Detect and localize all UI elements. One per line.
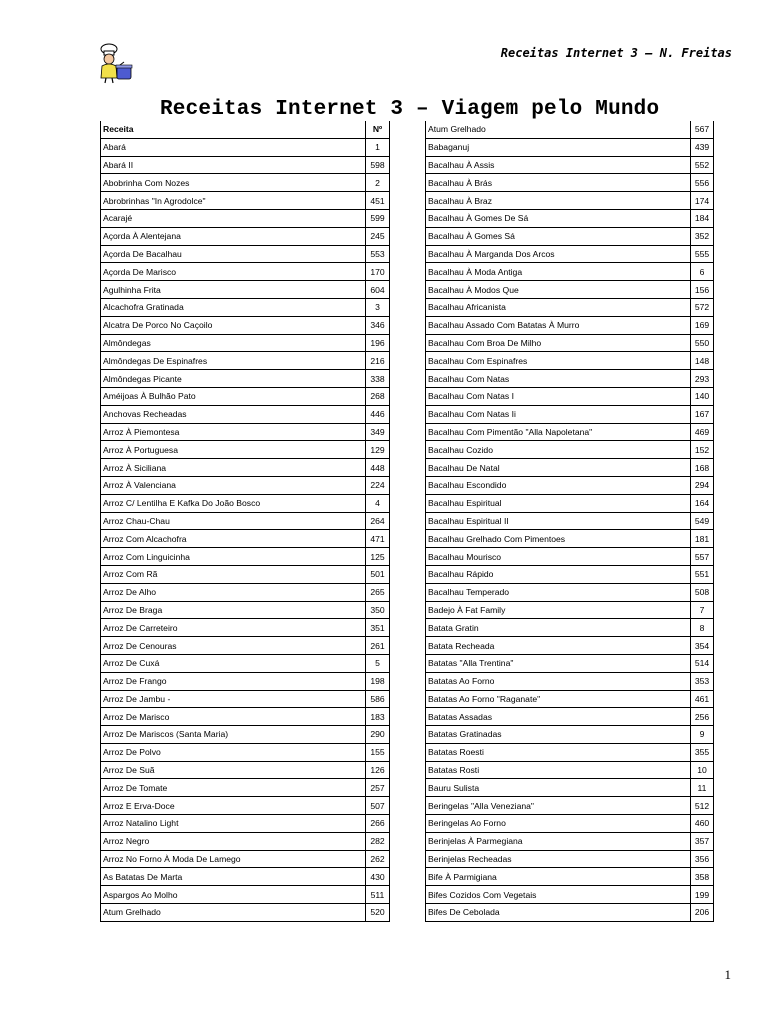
recipe-number: 446 xyxy=(366,405,390,423)
table-row xyxy=(426,548,714,566)
recipe-number: 196 xyxy=(366,334,390,352)
recipe-name: Arroz Chau-Chau xyxy=(101,512,366,530)
recipe-number: 293 xyxy=(691,370,714,388)
recipe-number: 512 xyxy=(691,797,714,815)
table-row xyxy=(101,298,390,316)
table-row xyxy=(426,672,714,690)
recipe-number: 216 xyxy=(366,352,390,370)
recipe-number: 140 xyxy=(691,387,714,405)
recipe-number: 551 xyxy=(691,565,714,583)
table-row xyxy=(101,565,390,583)
recipe-number: 168 xyxy=(691,459,714,477)
recipe-number: 264 xyxy=(366,512,390,530)
recipe-number: 549 xyxy=(691,512,714,530)
table-row xyxy=(101,316,390,334)
recipe-name: Abará II xyxy=(101,156,366,174)
recipe-name: Arroz E Erva-Doce xyxy=(101,797,366,815)
recipe-table-left xyxy=(100,121,390,922)
table-row xyxy=(101,708,390,726)
table-row xyxy=(426,619,714,637)
recipe-name: Aspargos Ao Molho xyxy=(101,886,366,904)
recipe-name: Atum Grelhado xyxy=(101,904,366,922)
recipe-number: 290 xyxy=(366,726,390,744)
recipe-number: 350 xyxy=(366,601,390,619)
recipe-name: Batatas Assadas xyxy=(426,708,691,726)
recipe-name: Bacalhau Com Pimentão "Alla Napoletana" xyxy=(426,423,691,441)
recipe-name: Bacalhau Cozido xyxy=(426,441,691,459)
recipe-number: 7 xyxy=(691,601,714,619)
recipe-number: 148 xyxy=(691,352,714,370)
table-row xyxy=(101,601,390,619)
recipe-number: 156 xyxy=(691,281,714,299)
table-row xyxy=(426,138,714,156)
recipe-name: Atum Grelhado xyxy=(426,121,691,138)
recipe-number: 351 xyxy=(366,619,390,637)
recipe-name: Bacalhau Com Espinafres xyxy=(426,352,691,370)
table-row xyxy=(426,654,714,672)
table-row xyxy=(101,797,390,815)
recipe-name: Batata Recheada xyxy=(426,637,691,655)
recipe-name: Bacalhau Com Natas xyxy=(426,370,691,388)
recipe-name: Bifes De Cebolada xyxy=(426,904,691,922)
recipe-name: Alcachofra Gratinada xyxy=(101,298,366,316)
recipe-number: 2 xyxy=(366,174,390,192)
recipe-number: 352 xyxy=(691,227,714,245)
recipe-number: 358 xyxy=(691,868,714,886)
table-row xyxy=(101,174,390,192)
recipe-number: 586 xyxy=(366,690,390,708)
recipe-number: 349 xyxy=(366,423,390,441)
table-row xyxy=(101,476,390,494)
recipe-name: Açorda De Bacalhau xyxy=(101,245,366,263)
recipe-number: 346 xyxy=(366,316,390,334)
recipe-number: 469 xyxy=(691,423,714,441)
recipe-number: 6 xyxy=(691,263,714,281)
recipe-name: Améijoas À Bulhão Pato xyxy=(101,387,366,405)
table-row xyxy=(101,868,390,886)
recipe-name: Bacalhau De Natal xyxy=(426,459,691,477)
table-row xyxy=(426,227,714,245)
table-row xyxy=(426,904,714,922)
recipe-name: Arroz De Suã xyxy=(101,761,366,779)
recipe-name: Abrobrinhas "In Agrodolce" xyxy=(101,192,366,210)
table-row xyxy=(101,904,390,922)
recipe-name: Babaganuj xyxy=(426,138,691,156)
table-row xyxy=(426,797,714,815)
recipe-number: 174 xyxy=(691,192,714,210)
recipe-name: Arroz Negro xyxy=(101,832,366,850)
table-row xyxy=(426,405,714,423)
recipe-number: 152 xyxy=(691,441,714,459)
recipe-number: 514 xyxy=(691,654,714,672)
recipe-number: 9 xyxy=(691,726,714,744)
recipe-number: 354 xyxy=(691,637,714,655)
recipe-name: Arroz No Forno À Moda De Lamego xyxy=(101,850,366,868)
recipe-name: Almôndegas xyxy=(101,334,366,352)
recipe-name: Bacalhau À Marganda Dos Arcos xyxy=(426,245,691,263)
recipe-number: 451 xyxy=(366,192,390,210)
table-row xyxy=(426,263,714,281)
table-row xyxy=(101,138,390,156)
recipe-name: Arroz De Cenouras xyxy=(101,637,366,655)
recipe-name: Bauru Sulista xyxy=(426,779,691,797)
recipe-name: Arroz De Braga xyxy=(101,601,366,619)
recipe-name: Bacalhau Mourisco xyxy=(426,548,691,566)
recipe-number: 206 xyxy=(691,904,714,922)
recipe-name: Arroz À Piemontesa xyxy=(101,423,366,441)
chef-cooking-icon xyxy=(96,42,136,84)
table-row xyxy=(426,316,714,334)
page-number: 1 xyxy=(724,967,731,982)
recipe-number: 355 xyxy=(691,743,714,761)
table-row xyxy=(426,441,714,459)
table-row xyxy=(426,850,714,868)
table-row xyxy=(101,263,390,281)
table-row xyxy=(426,690,714,708)
page-title: Receitas Internet 3 – Viagem pelo Mundo xyxy=(160,98,660,121)
recipe-name: Abobrinha Com Nozes xyxy=(101,174,366,192)
recipe-name: Bacalhau Com Natas I xyxy=(426,387,691,405)
recipe-name: Bacalhau Rápido xyxy=(426,565,691,583)
recipe-number: 598 xyxy=(366,156,390,174)
recipe-name: Bacalhau À Brás xyxy=(426,174,691,192)
recipe-number: 164 xyxy=(691,494,714,512)
table-row xyxy=(101,494,390,512)
recipe-name: Acarajé xyxy=(101,209,366,227)
recipe-number: 507 xyxy=(366,797,390,815)
table-row xyxy=(426,708,714,726)
recipe-name: Almôndegas De Espinafres xyxy=(101,352,366,370)
recipe-number: 553 xyxy=(366,245,390,263)
recipe-name: Arroz Com Rã xyxy=(101,565,366,583)
table-row xyxy=(426,494,714,512)
recipe-name: Arroz De Frango xyxy=(101,672,366,690)
recipe-name: Bacalhau Grelhado Com Pimentoes xyxy=(426,530,691,548)
recipe-number: 460 xyxy=(691,815,714,833)
table-row xyxy=(426,779,714,797)
recipe-name: Batatas Ao Forno "Raganate" xyxy=(426,690,691,708)
recipe-name: Beringelas Ao Forno xyxy=(426,815,691,833)
recipe-name: Arroz De Mariscos (Santa Maria) xyxy=(101,726,366,744)
table-row xyxy=(101,245,390,263)
recipe-name: Arroz Com Linguicinha xyxy=(101,548,366,566)
table-row xyxy=(101,619,390,637)
recipe-number: 126 xyxy=(366,761,390,779)
recipe-name: Bacalhau Assado Com Batatas À Murro xyxy=(426,316,691,334)
recipe-name: Almôndegas Picante xyxy=(101,370,366,388)
recipe-name: Batatas Rosti xyxy=(426,761,691,779)
table-row xyxy=(426,334,714,352)
recipe-number: 268 xyxy=(366,387,390,405)
recipe-number: 4 xyxy=(366,494,390,512)
recipe-number: 357 xyxy=(691,832,714,850)
table-row xyxy=(101,441,390,459)
recipe-number: 224 xyxy=(366,476,390,494)
recipe-number: 199 xyxy=(691,886,714,904)
recipe-number: 257 xyxy=(366,779,390,797)
recipe-number: 8 xyxy=(691,619,714,637)
recipe-name: Arroz De Tomate xyxy=(101,779,366,797)
table-row xyxy=(101,334,390,352)
table-row xyxy=(426,281,714,299)
table-header-row xyxy=(101,121,390,138)
recipe-name: Bife À Parmigiana xyxy=(426,868,691,886)
table-row xyxy=(426,637,714,655)
table-row xyxy=(426,209,714,227)
table-row xyxy=(426,174,714,192)
recipe-number: 338 xyxy=(366,370,390,388)
recipe-name: Bacalhau À Gomes De Sá xyxy=(426,209,691,227)
table-row xyxy=(101,530,390,548)
recipe-name: Bacalhau À Modos Que xyxy=(426,281,691,299)
table-row xyxy=(101,352,390,370)
recipe-number: 10 xyxy=(691,761,714,779)
recipe-number: 181 xyxy=(691,530,714,548)
table-row xyxy=(101,192,390,210)
recipe-number: 183 xyxy=(366,708,390,726)
recipe-number: 557 xyxy=(691,548,714,566)
recipe-number: 356 xyxy=(691,850,714,868)
recipe-name: Batatas "Alla Trentina" xyxy=(426,654,691,672)
recipe-number: 552 xyxy=(691,156,714,174)
recipe-name: Bacalhau Com Natas Ii xyxy=(426,405,691,423)
table-row xyxy=(426,423,714,441)
recipe-name: Bacalhau À Braz xyxy=(426,192,691,210)
table-row xyxy=(426,886,714,904)
recipe-name: Berinjelas Recheadas xyxy=(426,850,691,868)
table-row xyxy=(101,423,390,441)
table-row xyxy=(426,370,714,388)
table-row xyxy=(101,815,390,833)
recipe-number: 567 xyxy=(691,121,714,138)
table-row xyxy=(101,850,390,868)
recipe-number: 604 xyxy=(366,281,390,299)
recipe-number: 245 xyxy=(366,227,390,245)
column-header-numero: Nº xyxy=(366,121,390,138)
recipe-number: 198 xyxy=(366,672,390,690)
table-row xyxy=(426,156,714,174)
recipe-name: Bacalhau À Gomes Sá xyxy=(426,227,691,245)
recipe-number: 555 xyxy=(691,245,714,263)
recipe-name: Alcatra De Porco No Caçoilo xyxy=(101,316,366,334)
recipe-name: Batatas Ao Forno xyxy=(426,672,691,690)
table-row xyxy=(101,654,390,672)
recipe-number: 3 xyxy=(366,298,390,316)
recipe-name: Açorda À Alentejana xyxy=(101,227,366,245)
recipe-number: 282 xyxy=(366,832,390,850)
table-row xyxy=(426,352,714,370)
recipe-name: Bacalhau Escondido xyxy=(426,476,691,494)
recipe-name: Bacalhau À Assis xyxy=(426,156,691,174)
recipe-number: 261 xyxy=(366,637,390,655)
table-row xyxy=(426,476,714,494)
recipe-name: Abará xyxy=(101,138,366,156)
recipe-number: 262 xyxy=(366,850,390,868)
recipe-number: 129 xyxy=(366,441,390,459)
recipe-name: Bacalhau Espiritual II xyxy=(426,512,691,530)
recipe-name: Arroz Com Alcachofra xyxy=(101,530,366,548)
table-row xyxy=(426,743,714,761)
table-row xyxy=(426,245,714,263)
table-row xyxy=(426,512,714,530)
recipe-table-right xyxy=(425,121,714,922)
recipe-number: 572 xyxy=(691,298,714,316)
table-row xyxy=(101,227,390,245)
table-row xyxy=(101,672,390,690)
table-row xyxy=(426,868,714,886)
table-row xyxy=(101,387,390,405)
table-row xyxy=(426,601,714,619)
recipe-number: 471 xyxy=(366,530,390,548)
recipe-number: 5 xyxy=(366,654,390,672)
recipe-number: 556 xyxy=(691,174,714,192)
recipe-number: 155 xyxy=(366,743,390,761)
recipe-number: 170 xyxy=(366,263,390,281)
recipe-name: Arroz À Portuguesa xyxy=(101,441,366,459)
recipe-name: Anchovas Recheadas xyxy=(101,405,366,423)
recipe-number: 501 xyxy=(366,565,390,583)
recipe-number: 294 xyxy=(691,476,714,494)
recipe-name: As Batatas De Marta xyxy=(101,868,366,886)
table-row xyxy=(101,637,390,655)
recipe-name: Arroz C/ Lentilha E Kafka Do João Bosco xyxy=(101,494,366,512)
table-row xyxy=(101,512,390,530)
recipe-name: Agulhinha Frita xyxy=(101,281,366,299)
recipe-name: Bifes Cozidos Com Vegetais xyxy=(426,886,691,904)
table-row xyxy=(426,459,714,477)
table-row xyxy=(101,832,390,850)
recipe-name: Bacalhau Espiritual xyxy=(426,494,691,512)
table-row xyxy=(426,387,714,405)
recipe-number: 520 xyxy=(366,904,390,922)
table-row xyxy=(101,370,390,388)
table-row xyxy=(426,298,714,316)
recipe-number: 125 xyxy=(366,548,390,566)
recipe-name: Arroz De Cuxá xyxy=(101,654,366,672)
table-row xyxy=(101,690,390,708)
table-row xyxy=(101,743,390,761)
recipe-name: Batatas Roesti xyxy=(426,743,691,761)
recipe-name: Arroz De Alho xyxy=(101,583,366,601)
recipe-number: 550 xyxy=(691,334,714,352)
table-row xyxy=(101,583,390,601)
recipe-name: Batatas Gratinadas xyxy=(426,726,691,744)
table-row xyxy=(426,192,714,210)
recipe-number: 353 xyxy=(691,672,714,690)
recipe-number: 256 xyxy=(691,708,714,726)
header-author: N. Freitas xyxy=(659,46,732,60)
table-row xyxy=(101,459,390,477)
table-row xyxy=(426,121,714,138)
recipe-name: Bacalhau À Moda Antiga xyxy=(426,263,691,281)
running-header xyxy=(501,46,732,60)
recipe-name: Arroz À Valenciana xyxy=(101,476,366,494)
recipe-number: 461 xyxy=(691,690,714,708)
recipe-number: 430 xyxy=(366,868,390,886)
table-row xyxy=(101,405,390,423)
table-row xyxy=(426,583,714,601)
recipe-number: 184 xyxy=(691,209,714,227)
recipe-number: 448 xyxy=(366,459,390,477)
table-row xyxy=(426,761,714,779)
recipe-number: 167 xyxy=(691,405,714,423)
recipe-number: 439 xyxy=(691,138,714,156)
table-row xyxy=(426,726,714,744)
recipe-number: 265 xyxy=(366,583,390,601)
recipe-number: 599 xyxy=(366,209,390,227)
recipe-name: Berinjelas À Parmegiana xyxy=(426,832,691,850)
recipe-number: 511 xyxy=(366,886,390,904)
table-row xyxy=(101,886,390,904)
table-row xyxy=(426,832,714,850)
running-title: Receitas Internet 3 xyxy=(500,46,639,60)
table-row xyxy=(101,548,390,566)
recipe-name: Beringelas "Alla Veneziana" xyxy=(426,797,691,815)
column-header-receita: Receita xyxy=(101,121,366,138)
table-row xyxy=(426,565,714,583)
recipe-name: Arroz De Polvo xyxy=(101,743,366,761)
recipe-name: Arroz De Marisco xyxy=(101,708,366,726)
table-row xyxy=(101,156,390,174)
recipe-number: 11 xyxy=(691,779,714,797)
recipe-name: Batata Gratin xyxy=(426,619,691,637)
table-row xyxy=(101,761,390,779)
recipe-name: Bacalhau Africanista xyxy=(426,298,691,316)
table-row xyxy=(101,281,390,299)
recipe-name: Açorda De Marisco xyxy=(101,263,366,281)
recipe-number: 266 xyxy=(366,815,390,833)
table-row xyxy=(426,815,714,833)
recipe-name: Badejo À Fat Family xyxy=(426,601,691,619)
table-row xyxy=(101,726,390,744)
recipe-name: Arroz Natalino Light xyxy=(101,815,366,833)
recipe-number: 169 xyxy=(691,316,714,334)
table-row xyxy=(101,209,390,227)
table-row xyxy=(101,779,390,797)
table-row xyxy=(426,530,714,548)
recipe-number: 508 xyxy=(691,583,714,601)
recipe-name: Bacalhau Com Broa De Milho xyxy=(426,334,691,352)
recipe-name: Arroz De Carreteiro xyxy=(101,619,366,637)
recipe-name: Arroz À Siciliana xyxy=(101,459,366,477)
recipe-name: Bacalhau Temperado xyxy=(426,583,691,601)
recipe-number: 1 xyxy=(366,138,390,156)
header-separator: – xyxy=(645,46,653,60)
recipe-name: Arroz De Jambu - xyxy=(101,690,366,708)
